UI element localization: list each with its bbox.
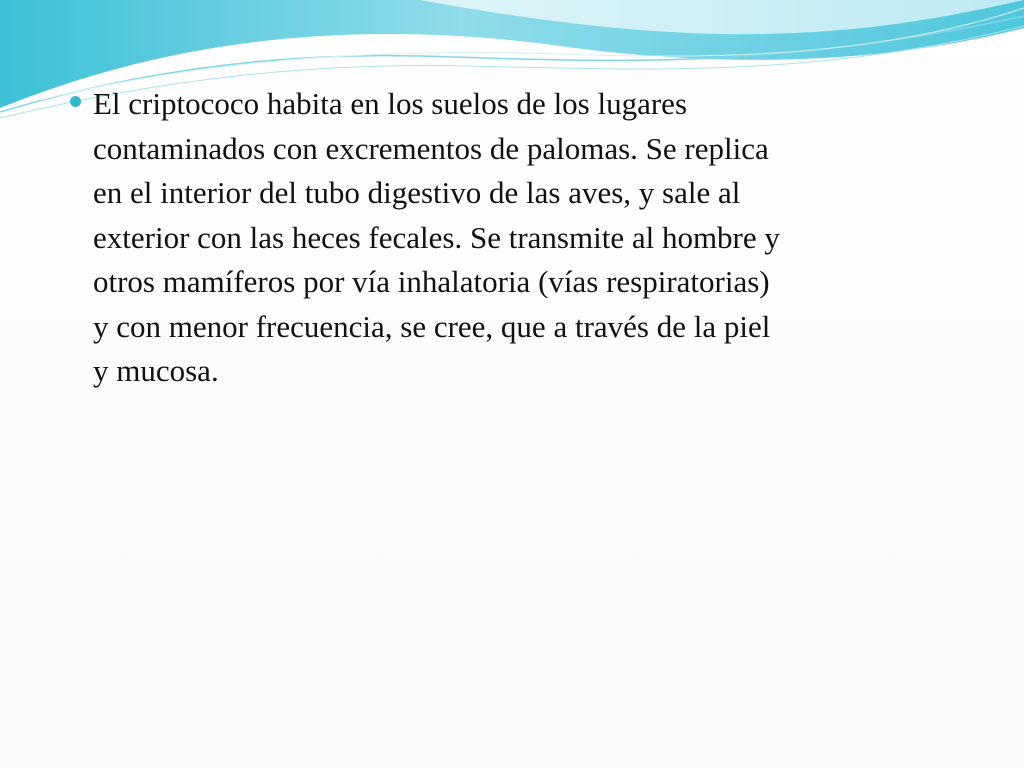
bullet-text: El criptococo habita en los suelos de los lugares contaminados con excrementos de palomas. Se replica en el interior del tubo digestivo de las aves, y sale al exterior con las heces fecales. Se transmite al hombre y otros mamíferos por vía inhalatoria (vías respiratorias) y con menor frecuencia, se cree, que a través de la piel y mucosa.: [93, 86, 780, 388]
bullet-dot-icon: [70, 96, 81, 107]
slide-content: [66, 82, 966, 394]
bullet-item: [66, 82, 966, 394]
bullet-list: [66, 82, 966, 394]
